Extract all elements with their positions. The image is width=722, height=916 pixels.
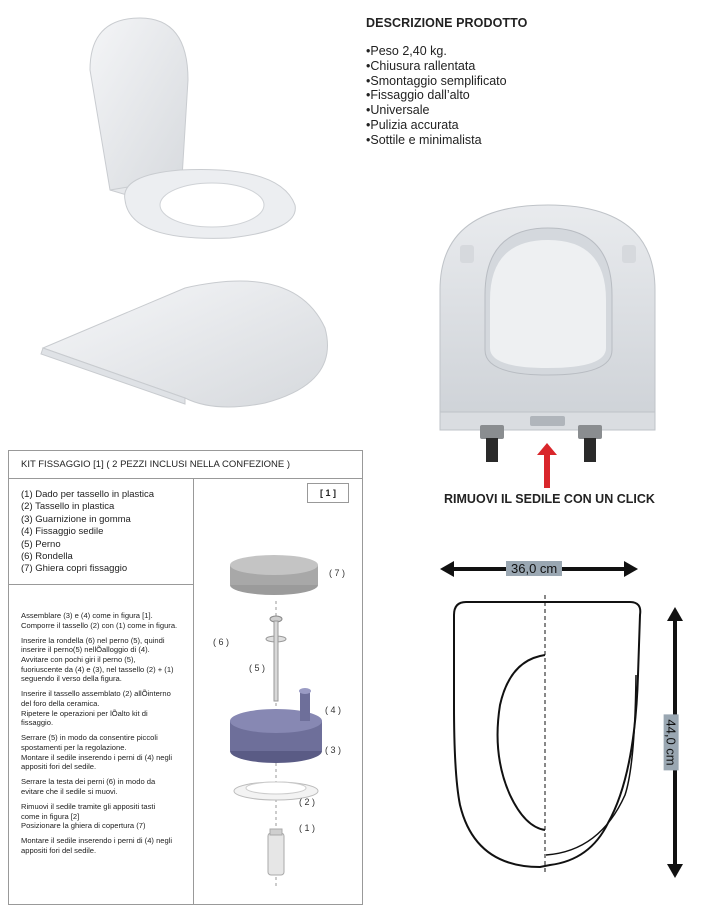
step-text: Serrare (5) in modo da consentire piccoli spostamenti per la regolazione. Montare il sedile inserendo i perni di (4) negli appositi fori del sedile.	[21, 733, 173, 772]
step-text: Serrare la testa dei perni (6) in modo da evitare che il sedile si muovi.	[21, 777, 156, 796]
part-label: ( 2 )	[299, 797, 316, 807]
click-caption: RIMUOVI IL SEDILE CON UN CLICK	[444, 492, 655, 506]
toilet-seat-open-photo	[70, 10, 310, 245]
step-text: Inserire la rondella (6) nel perno (5), quindi inserire il perno(5) nellÕalloggio di (4). Avvitare con pochi giri il perno (5), fuoriuscente da (4) e (3), nel tassello (2) + (1) seguendo il verso della figura.	[21, 635, 174, 684]
part-label: ( 5 )	[249, 663, 266, 673]
description-item: • Smontaggio semplificato	[366, 74, 507, 89]
red-arrow-icon	[537, 443, 557, 488]
part-item: (3) Guarnizione in gomma	[21, 513, 131, 525]
description-item: • Sottile e minimalista	[366, 133, 507, 148]
part-label: ( 3 )	[325, 745, 342, 755]
step-text: Assemblare (3) e (4) come in figura [1]. Comporre il tassello (2) con (1) come in figura.	[21, 611, 178, 630]
assembly-steps	[21, 611, 191, 861]
step-text: Rimuovi il sedile tramite gli appositi tasti come in figura [2] Posizionare la ghiera di copertura (7)	[21, 802, 156, 831]
parts-list	[21, 489, 154, 576]
description-item: • Universale	[366, 103, 507, 118]
fixing-kit-diagram	[204, 551, 354, 901]
description-item: • Peso 2,40 kg.	[366, 44, 507, 59]
seat-underside-photo	[430, 200, 665, 480]
description-item: • Chiusura rallentata	[366, 59, 507, 74]
description-item: • Pulizia accurata	[366, 118, 507, 133]
part-label: ( 6 )	[213, 637, 230, 647]
part-item: (7) Ghiera copri fissaggio	[21, 563, 128, 575]
description-item: • Fissaggio dall’alto	[366, 88, 507, 103]
part-item: (4) Fissaggio sedile	[21, 526, 104, 538]
kit-panel	[8, 450, 363, 905]
part-label: ( 4 )	[325, 705, 342, 715]
part-item: (2) Tassello in plastica	[21, 501, 115, 513]
width-label: 36,0 cm	[506, 561, 562, 576]
step-text: Montare il sedile inserendo i perni di (4) negli appositi fori del sedile.	[21, 836, 173, 856]
kit-header: KIT FISSAGGIO [1] ( 2 PEZZI INCLUSI NELLA CONFEZIONE )	[9, 451, 362, 479]
description-title: DESCRIZIONE PRODOTTO	[366, 16, 528, 30]
part-item: (5) Perno	[21, 538, 61, 550]
toilet-seat-closed-photo	[35, 268, 335, 418]
part-item: (1) Dado per tassello in plastica	[21, 489, 155, 500]
divider	[193, 479, 194, 904]
part-item: (6) Rondella	[21, 551, 73, 563]
step-text: Inserire il tassello assemblato (2) allÕinterno del foro della ceramica. Ripetere le operazioni per lÕalto kit di fissaggio.	[21, 689, 171, 728]
description-list	[366, 44, 507, 148]
part-label: ( 7 )	[329, 568, 346, 578]
figure-tag: [ 1 ]	[307, 483, 349, 503]
part-label: ( 1 )	[299, 823, 316, 833]
dimension-drawing	[440, 555, 700, 885]
height-label: 44,0 cm	[664, 714, 679, 770]
divider	[9, 584, 193, 585]
